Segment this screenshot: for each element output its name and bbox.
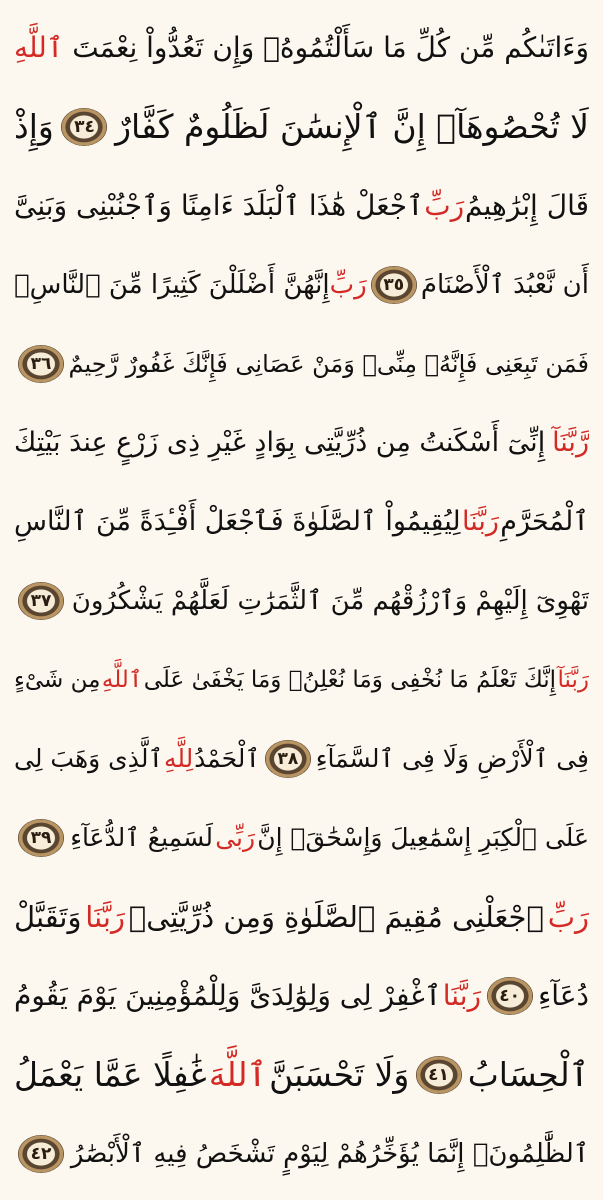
divine-name-text: رَبَّنَا — [461, 506, 499, 537]
divine-name-text: ٱللَّهَ — [208, 1055, 267, 1094]
ayah-number: ٣٩ — [30, 827, 52, 848]
divine-name-text: رَّبَّنَآ — [552, 427, 589, 458]
text-line — [14, 245, 589, 324]
text-line — [14, 640, 589, 719]
verse-text: ٱلْحِسَابُ — [467, 1055, 589, 1094]
verse-text: ٱجْعَلْنِى مُقِيمَ ٱلصَّلَوٰةِ وَمِن ذُرِّيَّتِىۚ — [128, 899, 544, 934]
verse-text: إِنَّكَ تَعْلَمُ مَا نُخْفِى وَمَا نُعْلِنُۗ وَمَا يَخْفَىٰ عَلَى — [143, 666, 557, 693]
verse-text: عَلَى ٱلْكِبَرِ إِسْمَٰعِيلَ وَإِسْحَٰقَۚ إِنَّ — [257, 823, 589, 852]
divine-name-text: رَبِّ — [424, 189, 465, 222]
text-line — [14, 877, 589, 956]
divine-name-text: ٱللَّهِ — [14, 31, 64, 64]
ayah-number: ٣٧ — [30, 590, 52, 611]
ayah-number: ٤١ — [428, 1064, 449, 1085]
ayah-number: ٣٨ — [277, 748, 299, 769]
ayah-number: ٤٠ — [499, 985, 520, 1006]
ayah-number: ٣٦ — [30, 353, 52, 374]
verse-text: دُعَآءِ — [538, 979, 589, 1012]
divine-name-text: رَبَّنَا — [442, 979, 482, 1012]
text-line — [14, 719, 589, 798]
text-line — [14, 166, 589, 245]
verse-text: وَءَاتَىٰكُم مِّن كُلِّ مَا سَأَلْتُمُوهُۚ وَإِن تَعُدُّواْ نِعْمَتَ — [72, 31, 589, 64]
text-line — [14, 956, 589, 1035]
verse-text: ٱلَّذِى وَهَبَ لِى — [14, 744, 164, 773]
verse-text: ٱلظَّٰلِمُونَۚ إِنَّمَا يُؤَخِّرُهُمْ لِيَوْمٍ تَشْخَصُ فِيهِ ٱلْأَبْصَٰرُ — [70, 1138, 589, 1169]
ayah-end-marker-icon — [61, 108, 107, 146]
divine-name-text: رَبِّى — [215, 823, 256, 852]
verse-text: ٱغْفِرْ لِى وَلِوَٰلِدَىَّ وَلِلْمُؤْمِنِينَ يَوْمَ يَقُومُ — [14, 979, 442, 1012]
verse-text: وَتَقَبَّلْ — [14, 899, 82, 934]
text-line — [14, 482, 589, 561]
text-line — [14, 8, 589, 87]
text-line — [14, 403, 589, 482]
verse-text: لِيُقِيمُواْ ٱلصَّلَوٰةَ فَٱجْعَلْ أَفْـِٔدَةً مِّنَ ٱلنَّاسِ — [14, 506, 461, 537]
divine-name-text: لِلَّهِ — [163, 744, 194, 773]
divine-name-text: رَبَّنَآ — [557, 666, 589, 693]
verse-text: ٱلْمُحَرَّمِ — [500, 506, 589, 537]
verse-text: غَٰفِلًا عَمَّا يَعْمَلُ — [14, 1055, 207, 1094]
divine-name-text: ٱللَّهِ — [101, 666, 143, 693]
verse-text: إِنَّهُنَّ أَضْلَلْنَ كَثِيرًا مِّنَ ٱلنَّاسِۖ — [14, 269, 330, 300]
verse-text: وَإِذْ — [14, 107, 54, 146]
ayah-end-marker-icon — [18, 819, 64, 857]
verse-text: قَالَ إِبْرَٰهِيمُ — [464, 189, 589, 222]
verse-text: مِن شَىْءٍ — [14, 666, 101, 693]
divine-name-text: رَبِّ — [329, 269, 367, 300]
divine-name-text: رَبِّ — [547, 899, 589, 934]
text-line — [14, 1035, 589, 1114]
ayah-end-marker-icon — [18, 345, 64, 383]
verse-text: أَن نَّعْبُدَ ٱلْأَصْنَامَ — [420, 269, 589, 300]
ayah-number: ٤٢ — [30, 1143, 52, 1164]
ayah-end-marker-icon — [18, 1135, 64, 1173]
ayah-end-marker-icon — [18, 582, 64, 620]
verse-text: وَلَا تَحْسَبَنَّ — [269, 1055, 410, 1094]
verse-text: فِى ٱلْأَرْضِ وَلَا فِى ٱلسَّمَآءِ — [315, 744, 589, 773]
text-line — [14, 87, 589, 166]
ayah-end-marker-icon — [371, 266, 417, 304]
text-line — [14, 324, 589, 403]
text-line — [14, 1114, 589, 1193]
divine-name-text: رَبَّنَا — [85, 899, 125, 934]
verse-text: إِنِّىٓ أَسْكَنتُ مِن ذُرِّيَّتِى بِوَادٍ غَيْرِ ذِى زَرْعٍ عِندَ بَيْتِكَ — [14, 427, 546, 458]
ayah-end-marker-icon — [416, 1056, 462, 1094]
verse-text: فَمَن تَبِعَنِى فَإِنَّهُۥ مِنِّىۖ وَمَنْ عَصَانِى فَإِنَّكَ غَفُورٌ رَّحِيمٌ — [68, 349, 589, 378]
ayah-end-marker-icon — [487, 977, 533, 1015]
verse-text: لَا تُحْصُوهَآۗ إِنَّ ٱلْإِنسَٰنَ لَظَلُومٌ كَفَّارٌ — [115, 107, 589, 146]
verse-text: لَسَمِيعُ ٱلدُّعَآءِ — [70, 823, 214, 852]
text-line — [14, 561, 589, 640]
ayah-number: ٣٤ — [74, 116, 95, 137]
verse-text: ٱجْعَلْ هَٰذَا ٱلْبَلَدَ ءَامِنًا وَٱجْنُبْنِى وَبَنِىَّ — [14, 189, 424, 222]
verse-text: تَهْوِىٓ إِلَيْهِمْ وَٱرْزُقْهُم مِّنَ ٱلثَّمَرَٰتِ لَعَلَّهُمْ يَشْكُرُونَ — [71, 585, 589, 616]
ayah-number: ٣٥ — [383, 274, 405, 295]
verse-text: ٱلْحَمْدُ — [194, 744, 261, 773]
text-line — [14, 798, 589, 877]
ayah-end-marker-icon — [265, 740, 311, 778]
